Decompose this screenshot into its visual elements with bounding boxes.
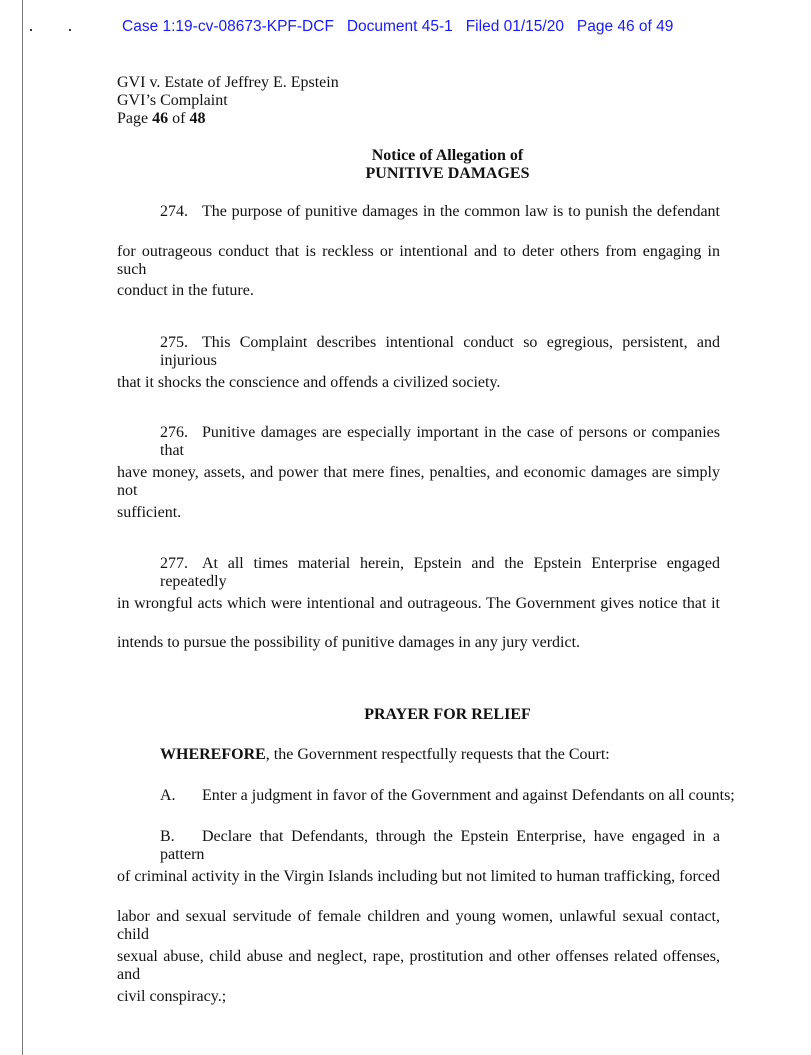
paragraph-line xyxy=(160,334,720,370)
line-text: intends to pursue the possibility of punitive damages in any jury verdict. xyxy=(117,634,581,651)
section-heading-line1: Notice of Allegation of xyxy=(371,147,524,164)
line-text: The purpose of punitive damages in the common law is to punish the defendant xyxy=(202,203,720,220)
scan-speck xyxy=(69,29,71,31)
relief-item-line xyxy=(117,908,720,944)
relief-item-line xyxy=(160,828,720,864)
wherefore-text: , the Government respectfully requests that the Court: xyxy=(265,746,610,763)
paragraph-number: 277. xyxy=(160,555,188,572)
paragraph-number: A. xyxy=(160,787,176,804)
paragraph-line xyxy=(160,203,720,221)
wherefore-clause xyxy=(160,746,720,764)
line-text: conduct in the future. xyxy=(117,282,254,299)
line-text: in wrongful acts which were intentional and outrageous. The Government gives notice that it xyxy=(117,595,720,612)
line-text: civil conspiracy.; xyxy=(117,988,227,1005)
line-text: sexual abuse, child abuse and neglect, rape, prostitution and other offenses related offenses, and xyxy=(117,948,720,983)
relief-item-line xyxy=(117,988,720,1006)
line-text: of criminal activity in the Virgin Islands including but not limited to human trafficking, forced xyxy=(117,868,720,885)
line-text: labor and sexual servitude of female children and young women, unlawful sexual contact, child xyxy=(117,908,720,943)
page-number: 46 xyxy=(152,110,169,127)
paragraph-line xyxy=(117,504,720,522)
line-text: have money, assets, and power that mere fines, penalties, and economic damages are simply not xyxy=(117,464,720,499)
line-text: sufficient. xyxy=(117,504,182,521)
paragraph-line xyxy=(117,374,720,392)
line-text: for outrageous conduct that is reckless or intentional and to deter others from engaging in such xyxy=(117,243,720,278)
prayer-heading-text: PRAYER FOR RELIEF xyxy=(364,706,531,723)
page-indicator xyxy=(117,110,205,128)
paragraph-number: 276. xyxy=(160,424,188,441)
scan-speck xyxy=(30,29,32,31)
case-caption: GVI v. Estate of Jeffrey E. Epstein xyxy=(117,74,339,91)
paragraph-line xyxy=(117,595,720,613)
paragraph-line xyxy=(117,464,720,500)
prayer-heading xyxy=(0,706,811,724)
section-heading-line2: PUNITIVE DAMAGES xyxy=(365,165,530,182)
paragraph-line xyxy=(117,634,720,652)
relief-item-line xyxy=(160,787,735,805)
relief-item-line xyxy=(117,868,720,886)
wherefore-bold: WHEREFORE xyxy=(160,746,266,763)
page-total: 48 xyxy=(189,110,206,127)
line-text: Punitive damages are especially important in the case of persons or companies that xyxy=(160,424,720,459)
paragraph-number: B. xyxy=(160,828,175,845)
paragraph-line xyxy=(160,555,720,591)
line-text: Enter a judgment in favor of the Government and against Defendants on all counts; xyxy=(202,787,735,804)
page-of: of xyxy=(168,110,190,127)
paragraph-number: 275. xyxy=(160,334,188,351)
paragraph-line xyxy=(160,424,720,460)
paragraph-number: 274. xyxy=(160,203,188,220)
line-text: At all times material herein, Epstein and the Epstein Enterprise engaged repeatedly xyxy=(160,555,720,590)
section-heading xyxy=(0,147,811,183)
ecf-filing-stamp: Case 1:19-cv-08673-KPF-DCF Document 45-1 Filed 01/15/20 Page 46 of 49 xyxy=(122,18,674,35)
line-text: This Complaint describes intentional conduct so egregious, persistent, and injurious xyxy=(160,334,720,369)
document-title: GVI’s Complaint xyxy=(117,92,228,109)
page-prefix: Page xyxy=(117,110,153,127)
line-text: that it shocks the conscience and offends a civilized society. xyxy=(117,374,501,391)
relief-item-line xyxy=(117,948,720,984)
paragraph-line xyxy=(117,243,720,279)
paragraph-line xyxy=(117,282,720,300)
line-text: Declare that Defendants, through the Epstein Enterprise, have engaged in a pattern xyxy=(160,828,720,863)
